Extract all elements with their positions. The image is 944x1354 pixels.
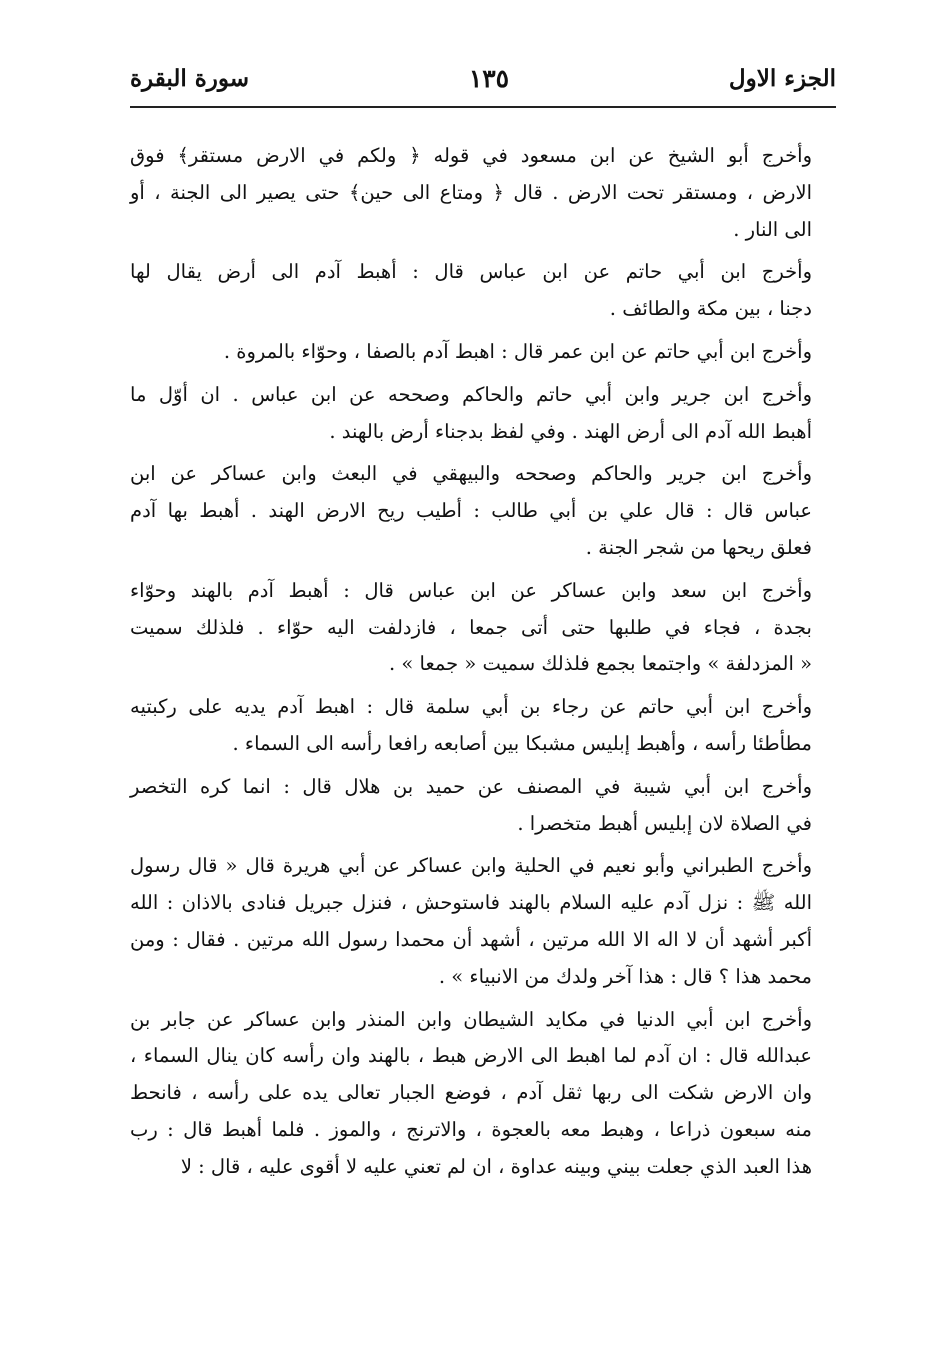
text-line: وأخرج أبو الشيخ عن ابن مسعود في قوله ﴿ ولكم في الارض مستقر﴾ فوق — [130, 144, 812, 167]
text-line: فعلق ريحها من شجر الجنة . — [585, 535, 812, 559]
text-line: وأخرج ابن أبي حاتم عن ابن عمر قال : اهبط آدم بالصفا ، وحوّاء بالمروة . — [223, 339, 812, 363]
text-line: وان الارض شكت الى ربها ثقل آدم ، فوضع الجبار تعالى يده على رأسه ، فانحط — [130, 1081, 812, 1105]
header-rule — [130, 106, 836, 108]
text-line: محمد هذا ؟ قال : هذا آخر ولدك من الانبياء » . — [438, 964, 812, 988]
text-line: دجنا ، بين مكة والطائف . — [609, 297, 812, 321]
paragraph — [130, 769, 836, 843]
text-line: هذا العبد الذي جعلت بيني وبينه عداوة ، ان لم تعني عليه لا أقوى عليه ، قال : لا — [180, 1154, 812, 1178]
paragraph — [130, 848, 836, 995]
paragraph — [130, 456, 836, 566]
text-line: الى النار . — [733, 217, 812, 241]
text-line: « المزدلفة » واجتمعا بجمع فلذلك سميت « جمعا » . — [388, 652, 812, 676]
text-line: وأخرج ابن أبي حاتم عن ابن عباس قال : أهبط آدم الى أرض يقال لها — [130, 260, 812, 284]
text-line: أكبر أشهد أن لا اله الا الله مرتين ، أشهد أن محمدا رسول الله مرتين . فقال : ومن — [130, 927, 812, 951]
text-line: وأخرج ابن سعد وابن عساكر عن ابن عباس قال : أهبط آدم بالهند وحوّاء — [130, 578, 812, 602]
page-number: ١٣٥ — [468, 63, 510, 93]
text-line: أهبط الله آدم الى أرض الهند . وفي لفظ بدجناء أرض بالهند . — [329, 419, 812, 443]
surah-title: سورة البقرة — [130, 64, 250, 92]
paragraph — [130, 138, 836, 248]
text-line: بجدة ، فجاء في طلبها حتى أتى جمعا ، فازدلفت اليه حوّاء . فلذلك سميت — [130, 615, 812, 639]
paragraph — [130, 377, 836, 451]
paragraph — [130, 254, 836, 328]
text-line: مطأطئا رأسه ، وأهبط إبليس مشبكا بين أصابعه رافعا رأسه الى السماء . — [232, 731, 812, 755]
text-line: وأخرج ابن جرير والحاكم وصححه والبيهقي في البعث وابن عساكر عن ابن — [130, 462, 812, 486]
text-line: الارض ، ومستقر تحت الارض . قال ﴿ ومتاع الى حين﴾ حتى يصير الى الجنة ، أو — [130, 180, 812, 204]
paragraph — [130, 1002, 836, 1186]
text-line: وأخرج ابن أبي شيبة في المصنف عن حميد بن هلال قال : انما كره التخصر — [130, 774, 812, 798]
text-line: عباس قال : قال علي بن أبي طالب : أطيب ريح الارض الهند . أهبط بها آدم — [130, 499, 812, 523]
text-line: الله ﷺ : نزل آدم عليه السلام بالهند فاستوحش ، فنزل جبريل فنادى بالاذان : الله — [130, 891, 812, 915]
text-line: وأخرج ابن أبي حاتم عن رجاء بن أبي سلمة قال : اهبط آدم يديه على ركبتيه — [130, 695, 812, 719]
text-line: وأخرج ابن جرير وابن أبي حاتم والحاكم وصححه عن ابن عباس . ان أوّل ما — [130, 382, 812, 406]
paragraph — [130, 573, 836, 683]
text-line: عبدالله قال : ان آدم لما اهبط الى الارض هبط ، بالهند وان رأسه كان ينال السماء ، — [130, 1044, 812, 1068]
paragraph — [130, 689, 836, 763]
paragraph — [130, 334, 836, 371]
text-line: وأخرج ابن أبي الدنيا في مكايد الشيطان وابن المنذر وابن عساكر عن جابر بن — [130, 1007, 812, 1031]
part-title: الجزء الاول — [728, 64, 836, 92]
page-body — [130, 138, 836, 1192]
text-line: منه سبعون ذراعا ، وهبط معه بالعجوة ، والاترنج ، والموز . فلما أهبط قال : رب — [130, 1117, 812, 1141]
page-header — [130, 58, 836, 98]
text-line: في الصلاة لان إبليس أهبط متخصرا . — [517, 811, 812, 835]
text-line: وأخرج الطبراني وأبو نعيم في الحلية وابن عساكر عن أبي هريرة قال « قال رسول — [130, 854, 812, 878]
